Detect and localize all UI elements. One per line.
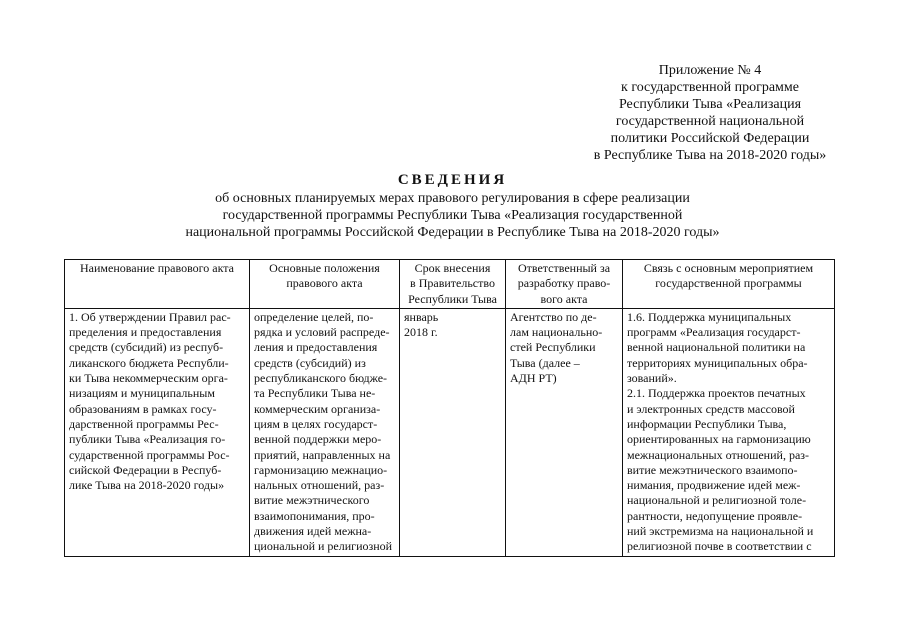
header-line: в Правительство xyxy=(410,276,495,291)
header-submission-deadline xyxy=(400,260,506,309)
cell-line: программ «Реализация государст- xyxy=(627,325,801,340)
header-line: правового акта xyxy=(286,276,363,291)
cell-line: январь xyxy=(404,309,439,324)
cell-line: приятий, направленных на xyxy=(254,447,391,462)
header-program-link xyxy=(623,260,835,309)
cell-line: витие межэтнического xyxy=(254,493,370,508)
cell-line: ний экстремизма на национальной и xyxy=(627,524,814,539)
cell-line: 1. Об утверждении Правил рас- xyxy=(69,309,231,324)
header-main-provisions xyxy=(250,260,400,309)
cell-line: дарственной программы Рес- xyxy=(69,416,219,431)
cell-main-provisions xyxy=(250,308,400,556)
cell-line: лам национально- xyxy=(510,325,603,340)
appendix-line: в Республике Тыва на 2018-2020 годы» xyxy=(593,148,827,163)
cell-line: межнациональных отношений, раз- xyxy=(627,447,810,462)
cell-line: Агентство по де- xyxy=(510,309,597,324)
cell-line: нальных отношений, раз- xyxy=(254,478,385,493)
header-responsible xyxy=(506,260,623,309)
subtitle-line: государственной программы Республики Тыва «Реализация государственной xyxy=(222,208,683,223)
cell-line: рантности, недопущение проявле- xyxy=(627,508,803,523)
cell-line: стей Республики xyxy=(510,340,596,355)
subtitle-line: национальной программы Российской Федерации в Республике Тыва на 2018-2020 годы» xyxy=(185,225,720,240)
header-line: Срок внесения xyxy=(414,261,491,275)
cell-line: республиканского бюдже- xyxy=(254,371,388,386)
appendix-header xyxy=(560,62,860,164)
table-header-row xyxy=(65,260,835,309)
appendix-line: Республики Тыва «Реализация xyxy=(618,97,802,112)
cell-line: ки Тыва некоммерческим орга- xyxy=(69,371,228,386)
cell-line: зований». xyxy=(627,371,677,386)
cell-line: коммерческим организа- xyxy=(254,401,381,416)
cell-line: и электронных средств массовой xyxy=(627,401,795,416)
table-row xyxy=(65,308,835,556)
cell-legal-act-name xyxy=(65,308,250,556)
appendix-line: политики Российской Федерации xyxy=(610,131,810,146)
cell-line: циям в целях государст- xyxy=(254,416,378,431)
cell-line: образованиям в рамках госу- xyxy=(69,401,217,416)
cell-line: национальной и религиозной толе- xyxy=(627,493,807,508)
cell-line: публики Тыва «Реализация го- xyxy=(69,432,226,447)
appendix-line: государственной национальной xyxy=(615,114,805,129)
cell-line: религиозной почве в соответствии с xyxy=(627,539,812,554)
header-line: разработку право- xyxy=(517,276,611,291)
cell-line: сийской Федерации в Респуб- xyxy=(69,462,222,477)
appendix-line: к государственной программе xyxy=(621,80,799,95)
cell-line: информации Республики Тыва, xyxy=(627,416,787,431)
cell-line: сударственной программы Рос- xyxy=(69,447,230,462)
cell-line: лике Тыва на 2018-2020 годы» xyxy=(69,478,225,493)
cell-line: ления и предоставления xyxy=(254,340,378,355)
document-title: СВЕДЕНИЯ xyxy=(397,172,508,188)
legal-measures-table xyxy=(64,259,835,557)
cell-submission-deadline xyxy=(400,308,506,556)
header-line: государственной программы xyxy=(655,276,802,291)
cell-line: пределения и предоставления xyxy=(69,325,222,340)
cell-line: 1.6. Поддержка муниципальных xyxy=(627,309,792,324)
cell-line: средств (субсидий) из респуб- xyxy=(69,340,224,355)
cell-line: Тыва (далее – xyxy=(510,355,580,370)
document-subtitle xyxy=(0,190,905,241)
cell-line: циональной и религиозной xyxy=(254,539,393,554)
cell-line: витие межэтнического взаимопо- xyxy=(627,462,798,477)
header-line: Основные положения xyxy=(269,261,380,275)
header-line: Связь с основным мероприятием xyxy=(643,261,814,275)
cell-line: венной поддержки меро- xyxy=(254,432,382,447)
header-legal-act-name xyxy=(65,260,250,309)
cell-line: определение целей, по- xyxy=(254,309,374,324)
cell-line: гармонизацию межнацио- xyxy=(254,462,388,477)
cell-line: территориях муниципальных обра- xyxy=(627,355,808,370)
subtitle-line: об основных планируемых мерах правового регулирования в сфере реализации xyxy=(215,191,690,206)
cell-line: ликанского бюджета Республи- xyxy=(69,355,229,370)
cell-line: 2018 г. xyxy=(404,325,438,340)
header-line: Республики Тыва xyxy=(408,291,497,306)
cell-line: низациям и муниципальным xyxy=(69,386,215,401)
cell-line: ориентированных на гармонизацию xyxy=(627,432,811,447)
cell-line: рядка и условий распреде- xyxy=(254,325,390,340)
cell-line: взаимопонимания, про- xyxy=(254,508,375,523)
header-line: Ответственный за xyxy=(517,261,611,275)
cell-line: нимания, продвижение идей меж- xyxy=(627,478,801,493)
header-line: Наименование правового акта xyxy=(79,261,234,275)
cell-line: венной национальной политики на xyxy=(627,340,806,355)
cell-program-link xyxy=(623,308,835,556)
header-line: вого акта xyxy=(540,291,588,306)
cell-line: 2.1. Поддержка проектов печатных xyxy=(627,386,806,401)
cell-line: средств (субсидий) из xyxy=(254,355,366,370)
cell-line: движения идей межна- xyxy=(254,524,372,539)
cell-responsible xyxy=(506,308,623,556)
appendix-line: Приложение № 4 xyxy=(658,63,762,78)
cell-line: та Республики Тыва не- xyxy=(254,386,376,401)
cell-line: АДН РТ) xyxy=(510,371,557,386)
